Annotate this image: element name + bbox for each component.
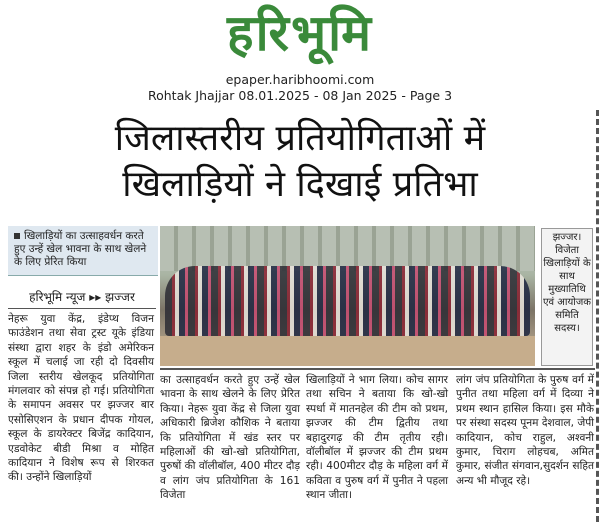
- article-column-3: खिलाड़ियों ने भाग लिया। कोच सागर तथा सचिन ने बताया कि खो-खो स्पर्धा में मातनहेल की टीम को प्रथम, झज्जर की टीम द्वितीय तथा बहादुरगढ़ की टीम तृतीय रही। वॉलीबॉल में झज्जर की टीम प्रथम रही। 400मीटर दौड़ के महिला वर्ग में कविता व पुरुष वर्ग में पुनीत ने पहला स्थान जीता।: [306, 374, 448, 502]
- article-photo: [160, 226, 535, 366]
- bullet-icon: [14, 233, 20, 239]
- photo-ground: [160, 336, 535, 366]
- photo-caption: झज्जर। विजेता खिलाड़ियों के साथ मुख्यातिथि एवं आयोजक समिति सदस्य।: [541, 228, 593, 366]
- clip-border: [596, 110, 599, 522]
- newspaper-logo: हरिभूमि: [227, 4, 373, 62]
- headline-line-2: खिलाड़ियों ने दिखाई प्रतिभा: [122, 164, 478, 205]
- headline-line-1: जिलास्तरीय प्रतियोगिताओं में: [114, 118, 486, 159]
- photo-group: [165, 266, 530, 336]
- highlight-text: खिलाड़ियों का उत्साहवर्धन करते हुए उन्हें खेल भावना के साथ खेलने के लिए प्रेरित किया: [14, 230, 147, 268]
- article-column-2: का उत्साहवर्धन करते हुए उन्हें खेल भावना के साथ खेलने के लिए प्रेरित किया। नेहरू युवा केंद्र से जिला युवा अधिकारी ब्रिजेश कौशिक ने बताया कि प्रतियोगिता में खंड स्तर पर महिलाओं की खो-खो प्रतियोगिता, पुरुषों की वॉलीबॉल, 400 मीटर दौड़ व लांग जंप प्रतियोगिता के 161 विजेता: [160, 374, 300, 502]
- highlight-box: [8, 226, 158, 276]
- edition-info: Rohtak Jhajjar 08.01.2025 - 08 Jan 2025 - Page 3: [147, 88, 453, 103]
- article-column-1: नेहरू युवा केंद्र, इंडेप्थ विजन फाउंडेशन तथा सेवा ट्रस्ट यूके इंडिया संस्था द्वारा शहर के इंडो अमेरिकन स्कूल में चलाई जा रही दो दिवसीय जिला स्तरीय खेलकूद प्रतियोगिता मंगलवार को संपन्न हो गई। प्रतियोगिता के समापन अवसर पर झज्जर बार एसोसिएशन के प्रधान दीपक गोयल, स्कूल के डायरेक्टर बिजेंद्र कादियान, एडवोकेट बीडी मिश्रा व मोहित कादियान ने विशेष रूप से शिरकत की। उन्होंने खिलाड़ियों: [8, 313, 154, 484]
- article-column-4: लांग जंप प्रतियोगिता के पुरुष वर्ग में पुनीत तथा महिला वर्ग में दिव्या ने प्रथम स्थान हासिल किया। इस मौके पर संस्था सदस्य पूनम देशवाल, जेपी कादियान, कोच राहुल, अश्वनी कुमार, चिराग लोहचब, अमित कुमार, संजीत संगवान,सुदर्शन सहित अन्य भी मौजूद रहे।: [456, 374, 594, 487]
- epaper-url: epaper.haribhoomi.com: [225, 72, 375, 87]
- dateline: हरिभूमि न्यूज ▸▸ झज्जर: [8, 288, 156, 309]
- divider: [160, 368, 595, 370]
- headline: [10, 116, 590, 208]
- photo-background: [160, 226, 535, 271]
